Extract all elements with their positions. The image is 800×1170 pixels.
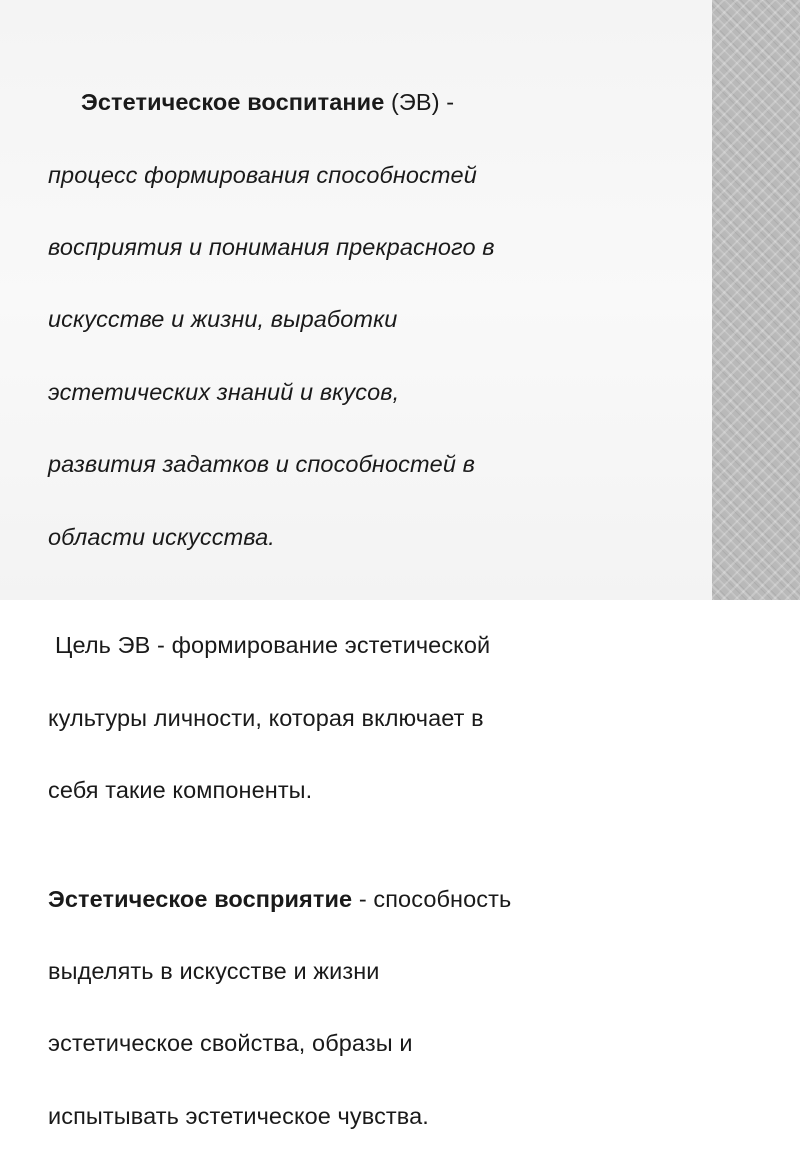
perception-heading-line bbox=[48, 881, 678, 917]
paragraph-1-heading-line bbox=[48, 84, 678, 120]
perception-line-1: выделять в искусстве и жизни bbox=[48, 958, 380, 985]
definition-line-6: области искусства. bbox=[48, 523, 275, 550]
definition-line-3: искусстве и жизни, выработки bbox=[48, 306, 398, 333]
perception-line-2: эстетическое свойства, образы и bbox=[48, 1030, 413, 1057]
term-aesthetic-education: Эстетическое воспитание bbox=[81, 89, 385, 116]
goal-line-1: Цель ЭВ - формирование эстетической bbox=[55, 632, 491, 659]
perception-line-3: испытывать эстетическое чувства. bbox=[48, 1102, 429, 1129]
term-aesthetic-perception: Эстетическое восприятие bbox=[48, 885, 353, 912]
abbreviation-ev: (ЭВ) - bbox=[384, 89, 455, 116]
paragraph-aesthetic-education bbox=[48, 48, 678, 591]
paragraph-goal bbox=[48, 591, 678, 844]
goal-line-3: себя такие компоненты. bbox=[48, 777, 313, 804]
definition-line-2: восприятия и понимания прекрасного в bbox=[48, 234, 495, 261]
goal-line-2: культуры личности, которая включает в bbox=[48, 704, 484, 731]
definition-line-5: развития задатков и способностей в bbox=[48, 451, 475, 478]
definition-line-4: эстетических знаний и вкусов, bbox=[48, 378, 400, 405]
decorative-side-pattern bbox=[712, 0, 800, 600]
paragraph-aesthetic-perception bbox=[48, 844, 678, 1170]
definition-line-1: процесс формирования способностей bbox=[48, 161, 477, 188]
slide-content bbox=[48, 48, 678, 1170]
perception-definition-start: - способность bbox=[352, 885, 512, 912]
